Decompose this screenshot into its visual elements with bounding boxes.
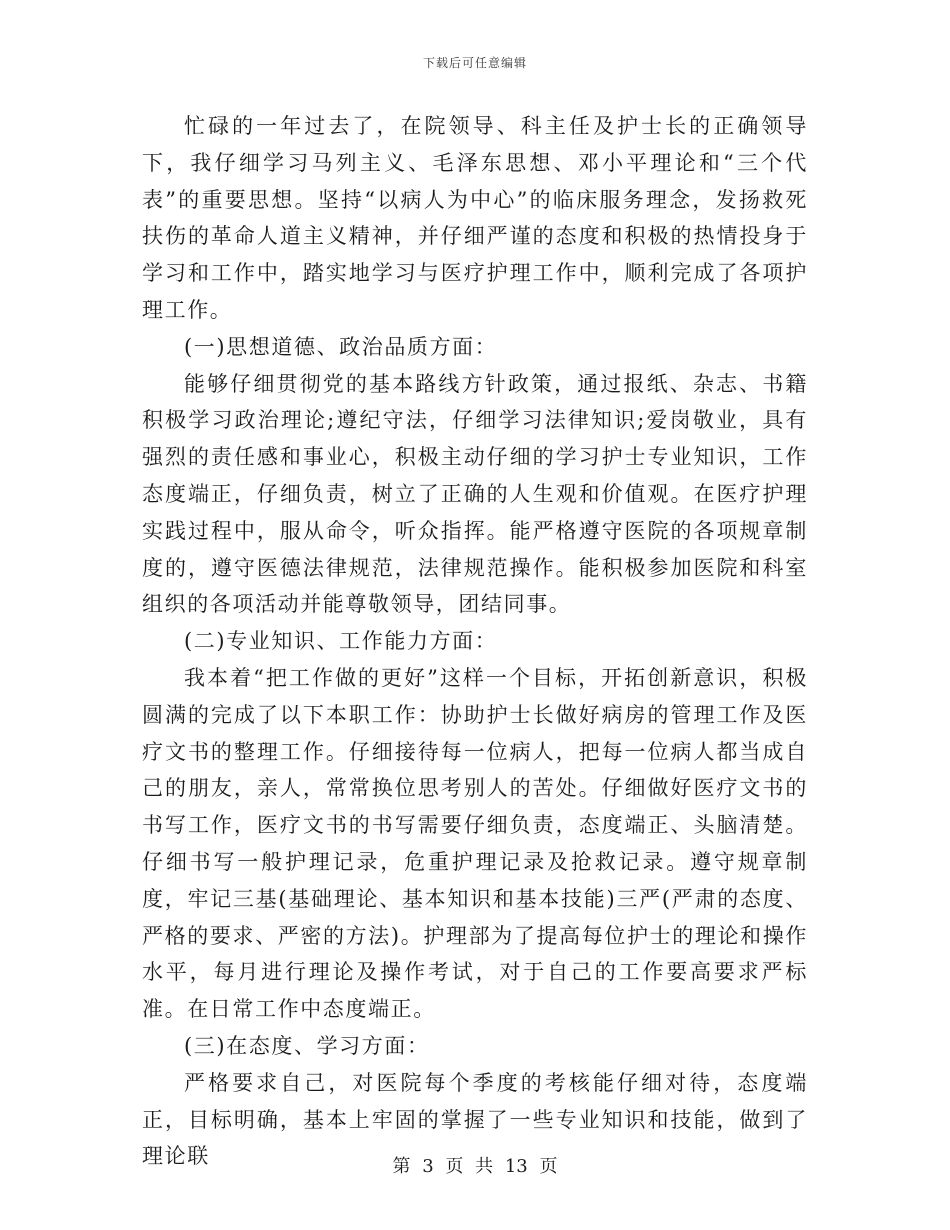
paragraph-section-2: 我本着“把工作做的更好”这样一个目标，开拓创新意识，积极圆满的完成了以下本职工作：协助护士长做好病房的管理工作及医疗文书的整理工作。仔细接待每一位病人，把每一位病人都当成自己的朋友，亲人，常常换位思考别人的苦处。仔细做好医疗文书的书写工作，医疗文书的书写需要仔细负责，态度端正、头脑清楚。仔细书写一般护理记录，危重护理记录及抢救记录。遵守规章制度，牢记三基(基础理论、基本知识和基本技能)三严(严肃的态度、严格的要求、严密的方法)。护理部为了提高每位护士的理论和操作水平，每月进行理论及操作考试，对于自己的工作要高要求严标准。在日常工作中态度端正。 xyxy=(142,665,808,1022)
section-heading-3: (三)在态度、学习方面： xyxy=(184,1033,430,1058)
document-body xyxy=(142,108,808,1175)
page-number-footer: 第 3 页 共 13 页 xyxy=(392,1156,558,1177)
paragraph-section-3: 严格要求自己，对医院每个季度的考核能仔细对待，态度端正，目标明确，基本上牢固的掌握了一些专业知识和技能，做到了理论联 xyxy=(142,1070,808,1169)
page-header: 下载后可任意编辑 xyxy=(422,56,527,70)
section-heading-2: (二)专业知识、工作能力方面： xyxy=(184,629,498,654)
section-heading-1: (一)思想道德、政治品质方面： xyxy=(184,334,498,359)
paragraph-section-1: 能够仔细贯彻党的基本路线方针政策，通过报纸、杂志、书籍积极学习政治理论;遵纪守法，仔细学习法律知识;爱岗敬业，具有强烈的责任感和事业心，积极主动仔细的学习护士专业知识，工作态度端正，仔细负责，树立了正确的人生观和价值观。在医疗护理实践过程中，服从命令，听众指挥。能严格遵守医院的各项规章制度的，遵守医德法律规范，法律规范操作。能积极参加医院和科室组织的各项活动并能尊敬领导，团结同事。 xyxy=(142,371,808,617)
paragraph-intro: 忙碌的一年过去了，在院领导、科主任及护士长的正确领导下，我仔细学习马列主义、毛泽东思想、邓小平理论和“三个代表”的重要思想。坚持“以病人为中心”的临床服务理念，发扬救死扶伤的革命人道主义精神，并仔细严谨的态度和积极的热情投身于学习和工作中，踏实地学习与医疗护理工作中，顺利完成了各项护理工作。 xyxy=(142,114,808,322)
